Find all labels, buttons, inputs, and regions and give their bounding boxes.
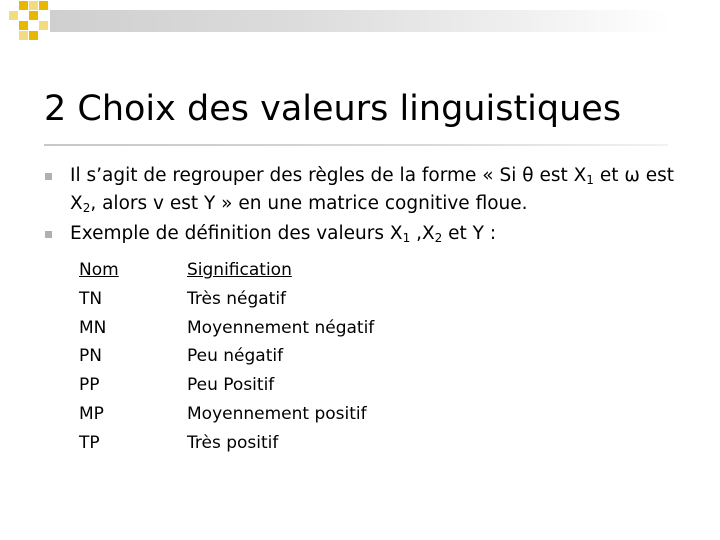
subscript: 2: [434, 231, 443, 245]
subscript: 1: [586, 173, 594, 187]
deco-square: [19, 21, 28, 30]
column-header-signification: Signification: [187, 260, 292, 280]
table-header-row: [79, 256, 374, 285]
cell-nom: MN: [79, 317, 107, 338]
cell-nom: PN: [79, 346, 102, 367]
cell-nom: PP: [79, 375, 100, 396]
table-row: [79, 400, 374, 429]
cell-signification: Peu Positif: [187, 375, 275, 396]
cell-signification: Peu négatif: [187, 346, 284, 367]
decorative-squares: [0, 0, 720, 50]
deco-square: [39, 21, 48, 30]
bullet-text: et Y :: [442, 223, 497, 244]
cell-nom: MP: [79, 403, 104, 424]
deco-square: [19, 1, 28, 10]
table-row: [79, 371, 374, 400]
cell-nom: TN: [79, 288, 103, 309]
bullet-square-icon: [45, 231, 52, 238]
deco-square: [29, 11, 38, 20]
cell-nom: TP: [79, 432, 100, 453]
bullet-list: [44, 162, 684, 248]
cell-signification: Moyennement négatif: [187, 317, 375, 338]
deco-square: [29, 31, 38, 40]
title-divider: [44, 144, 668, 146]
deco-square: [39, 1, 48, 10]
table-row: [79, 429, 374, 458]
table-row: [79, 314, 374, 343]
bullet-item: [44, 220, 684, 248]
bullet-text: et ω est X: [70, 165, 674, 214]
bullet-item: [44, 162, 684, 218]
deco-square: [9, 11, 18, 20]
cell-signification: Très négatif: [187, 288, 287, 309]
bullet-square-icon: [45, 173, 52, 180]
bullet-text: , alors v est Y » en une matrice cognitive floue.: [90, 193, 528, 214]
bullet-text: Il s’agit de regrouper des règles de la forme « Si θ est X: [70, 165, 587, 186]
column-header-nom: Nom: [79, 260, 119, 280]
table-row: [79, 285, 374, 314]
bullet-text: ,X: [410, 223, 435, 244]
cell-signification: Très positif: [187, 432, 279, 453]
subscript: 2: [82, 201, 91, 215]
slide-title: 2 Choix des valeurs linguistiques: [44, 89, 622, 129]
subscript: 1: [402, 231, 411, 245]
cell-signification: Moyennement positif: [187, 403, 367, 424]
deco-square: [29, 1, 38, 10]
bullet-text: Exemple de définition des valeurs X: [70, 223, 403, 244]
table-row: [79, 342, 374, 371]
header-bar: [50, 10, 670, 32]
values-table: [79, 256, 374, 458]
deco-square: [19, 31, 28, 40]
